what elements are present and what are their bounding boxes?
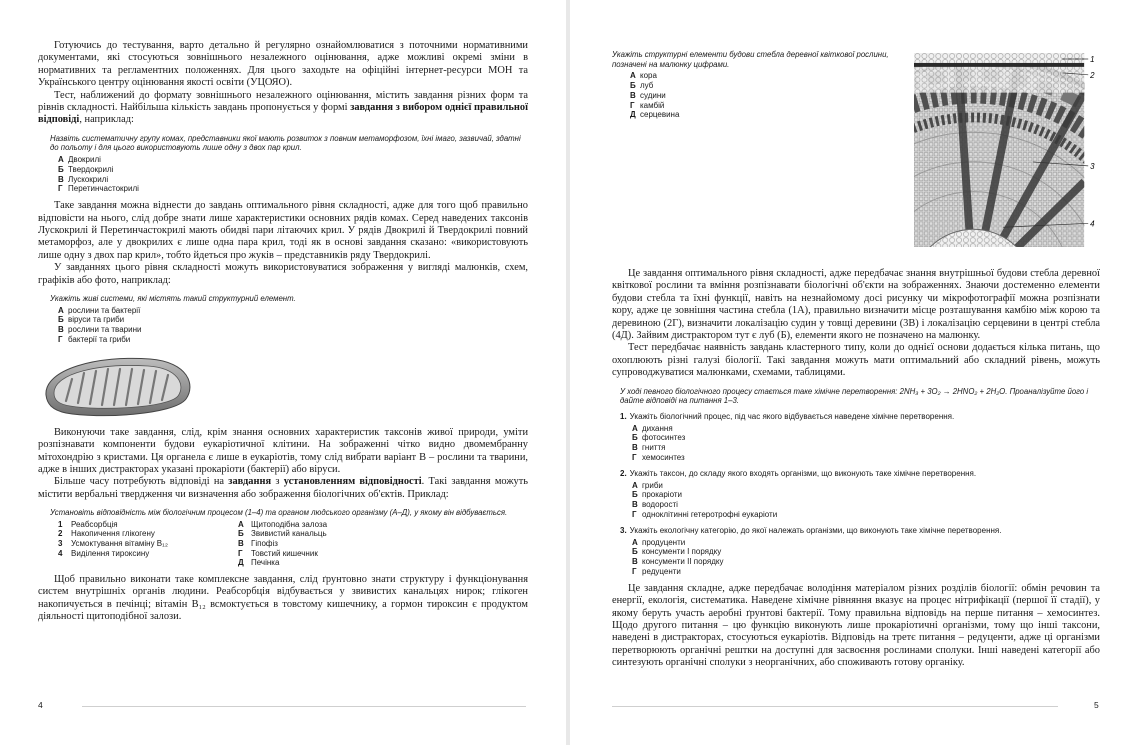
option: А продуценти — [632, 537, 686, 547]
right-paragraph-1: Це завдання оптимального рівня складності, адже передбачає знання внутрішньої будови стебла деревної квіткової рослини та вміння розпізнавати біологічні об'єкти на зображеннях. Знаючи достеменно елементи будови стебла та їхні функції, навіть на незнайомому досі рисунку чи мікрофотографії можна розпізнати кору, адже це зовнішня частина стебла (1А), правильно визначити місце розташування камбію між корою та деревиною (2Г), визначити локалізацію судин у товщі деревини (3В) і локалізацію серцевини в центрі стебла (4Д). Зайвим дистрактором тут є луб (Б), елементи якого не позначено на малюнку. — [612, 268, 1100, 342]
cluster-question-1: 1. Укажіть біологічний процес, під час якого відбувається наведене хімічне перетворення. — [620, 411, 955, 421]
match-item: А Щитоподібна залоза — [238, 519, 328, 529]
option: Д серцевина — [630, 110, 680, 120]
left-paragraph-7: Щоб правильно виконати таке комплексне завдання, слід ґрунтовно знати структуру і функціонування систем внутрішніх органів людини. Реабсорбція відбувається у звивистих канальцях нирок; глікоген накопичується в печінці; вітамін B₁₂ всмоктується в товстому кишечнику, а гормон тироксин є продуктом діяльності щитоподібної залози. — [38, 573, 528, 623]
stem-label-3: 3 — [1090, 161, 1095, 171]
left-footer-rule — [82, 706, 526, 707]
match-item: Б Звивистий канальць — [238, 529, 327, 539]
option: Б фотосинтез — [632, 433, 686, 443]
option: В гниття — [632, 443, 666, 453]
option: Б консументи I порядку — [632, 547, 722, 557]
option: А рослини та бактерії — [58, 305, 141, 315]
option: Г редуценти — [632, 567, 681, 576]
task-mitochondria-question: Укажіть живі системи, які містять такий структурний елемент. — [50, 294, 296, 304]
stem-task-text — [612, 40, 909, 258]
right-page-number: 5 — [1094, 700, 1099, 710]
option: Б Твердокрилі — [58, 164, 114, 174]
match-item: Г Товстий кишечник — [238, 548, 318, 558]
left-paragraph-2: Тест, наближений до формату зовнішнього незалежного оцінювання, містить завдання різних форм та рівнів складності. Найбільша кількість завдань пропонується у формі завдання з вибором однієї правильної відповіді, наприклад: — [38, 89, 528, 126]
match-item: 1 Реабсорбція — [58, 519, 118, 529]
option: Б луб — [630, 80, 654, 90]
option: А гриби — [632, 480, 663, 490]
matching-processes — [58, 520, 238, 568]
stem-label-4: 4 — [1090, 219, 1095, 229]
right-footer-rule — [612, 706, 1058, 707]
option: А Двокрилі — [58, 155, 101, 165]
option: В консументи II порядку — [632, 557, 724, 567]
left-paragraph-1: Готуючись до тестування, варто детально й регулярно ознайомлюватися з поточними нормативними документами, які стосуються зовнішнього незалежного оцінювання, адже можливі окремі зміни в нормативних та регламентних положеннях. Для цього заходьте на офіційні інтернет-ресурси МОН та Українського центру оцінювання якості освіти (УЦОЯО). — [38, 40, 528, 89]
option: Г хемосинтез — [632, 453, 685, 463]
match-item: 3 Усмоктування вітаміну B₁₂ — [58, 539, 168, 549]
match-item: Д Печінка — [238, 558, 280, 568]
left-page-number: 4 — [38, 700, 43, 710]
option: Г Перетинчастокрилі — [58, 184, 139, 194]
task-stem-options — [630, 71, 909, 120]
matching-organs — [238, 520, 418, 568]
right-paragraph-2: Тест передбачає наявність завдань кластерного типу, коли до однієї основи додається кілька питань, що охоплюють різні галузі біології. Такі завдання можуть мати оптимальний або складний рівень, можуть супроводжуватися малюнками, схемами, таблицями. — [612, 342, 1100, 379]
task-insects-options — [58, 155, 528, 194]
option: Г камбій — [630, 100, 665, 110]
cluster-question-3: 3. Укажіть екологічну категорію, до якої належать організми, що виконують таке хімічне перетворення. — [620, 525, 1002, 535]
right-page — [612, 40, 1100, 670]
matching-columns — [58, 520, 528, 568]
mitochondrion-illustration — [38, 349, 198, 421]
option: В рослини та тварини — [58, 325, 142, 335]
task-mitochondria-options — [58, 306, 528, 345]
option: В судини — [630, 90, 666, 100]
task-cluster-intro: У ході певного біологічного процесу стається таке хімічне перетворення: 2NH₃ + 3O₂ → 2HNO₂ + 2H₂O. Проаналізуйте його і дайте відповіді на питання 1–3. — [620, 386, 1089, 406]
task-insects-question: Назвіть систематичну групу комах, представники якої мають розвиток з повним метаморфозом, їхні імаго, зазвичай, здатні до польоту і для цього використовують лише одну з двох пар крил. — [50, 133, 521, 153]
match-item: 2 Накопичення глікогену — [58, 529, 155, 539]
stem-label-1: 1 — [1090, 54, 1095, 64]
match-item: В Гіпофіз — [238, 539, 278, 549]
match-item: 4 Виділення тироксину — [58, 548, 150, 558]
option: В водорості — [632, 500, 678, 510]
option: Г бактерії та гриби — [58, 335, 131, 345]
stem-label-2: 2 — [1090, 70, 1095, 80]
left-page — [38, 40, 528, 623]
option: Б прокаріоти — [632, 490, 682, 500]
cluster-question-1-options — [632, 424, 1100, 463]
left-paragraph-3: Таке завдання можна віднести до завдань оптимального рівня складності, адже для того щоб правильно відповісти на нього, слід добре знати лише характеристики основних рядів комах. Серед наведених таксонів Лускокрилі й Перетинчастокрилі мають обидві пари літаючих крил. У рядів Двокрилі й Твердокрилі повний метаморфоз, але у двокрилих є лише одна пара крил, тоді як в основі завдання сказано: «використовують лише одну з двох пар крил», тобто йдеться про жуків – представників ряду Твердокрилі. — [38, 200, 528, 261]
cluster-question-3-options — [632, 538, 1100, 577]
option: Б віруси та гриби — [58, 315, 125, 325]
stem-cross-section-illustration — [914, 52, 1100, 258]
task-stem-question: Укажіть структурні елементи будови стебла деревної квіткової рослини, позначені на малюнку цифрами. — [612, 50, 889, 69]
task-matching-question: Установіть відповідність між біологічним процесом (1–4) та органом людського організму (А–Д), у якому він відбувається. — [50, 508, 508, 518]
cluster-question-2-options — [632, 481, 1100, 520]
option: А кора — [630, 71, 657, 81]
left-paragraph-6: Більше часу потребують відповіді на завдання з установленням відповідності. Такі завдання можуть містити вербальні твердження чи визначення або зображення біологічних об'єктів. Приклад: — [38, 476, 528, 500]
option: В Лускокрилі — [58, 174, 109, 184]
option: Г одноклітинні гетеротрофні еукаріоти — [632, 510, 778, 520]
page-gutter — [566, 0, 570, 745]
option: А дихання — [632, 423, 673, 433]
left-paragraph-4: У завданнях цього рівня складності можуть використовуватися зображення у вигляді малюнків, схем, графіків або фото, наприклад: — [38, 262, 528, 286]
right-paragraph-3: Це завдання складне, адже передбачає володіння матеріалом різних розділів біології: обмін речовин та енергії, екологія, систематика. Наведене хімічне рівняння вказує на процес нітрифікації (першої її стадії), у якому беруть участь аеробні ґрунтові бактерії. Тому правильна відповідь на перше питання – хемосинтез. Щодо другого питання – цю функцію виконують лише прокаріотичні організми, тому що інші таксони, наведені в дистракторах, стосуються еукаріотів. Відповідь на третє питання – редуценти, адже ці організми перетворюють органічні рештки на доступні для засвоєння рослинами сполуки. Інші наведені категорії або синтезують органічні сполуки з неорганічних, або споживають готову органіку. — [612, 582, 1100, 669]
cluster-question-2: 2. Укажіть таксон, до складу якого входять організми, що виконують таке хімічне перетворення. — [620, 468, 977, 478]
stem-task-block — [612, 40, 1100, 258]
left-paragraph-5: Виконуючи таке завдання, слід, крім знання основних характеристик таксонів живої природи, уміти розпізнавати компоненти будови еукаріотичної клітини. На зображенні чітко видно двомембранну мітохондрію з кристами. Ця органела є лише в еукаріотів, тому слід вибрати варіант В – рослини та тварини, адже в інших дистракторах указані прокаріоти (бактерії) або віруси. — [38, 426, 528, 476]
